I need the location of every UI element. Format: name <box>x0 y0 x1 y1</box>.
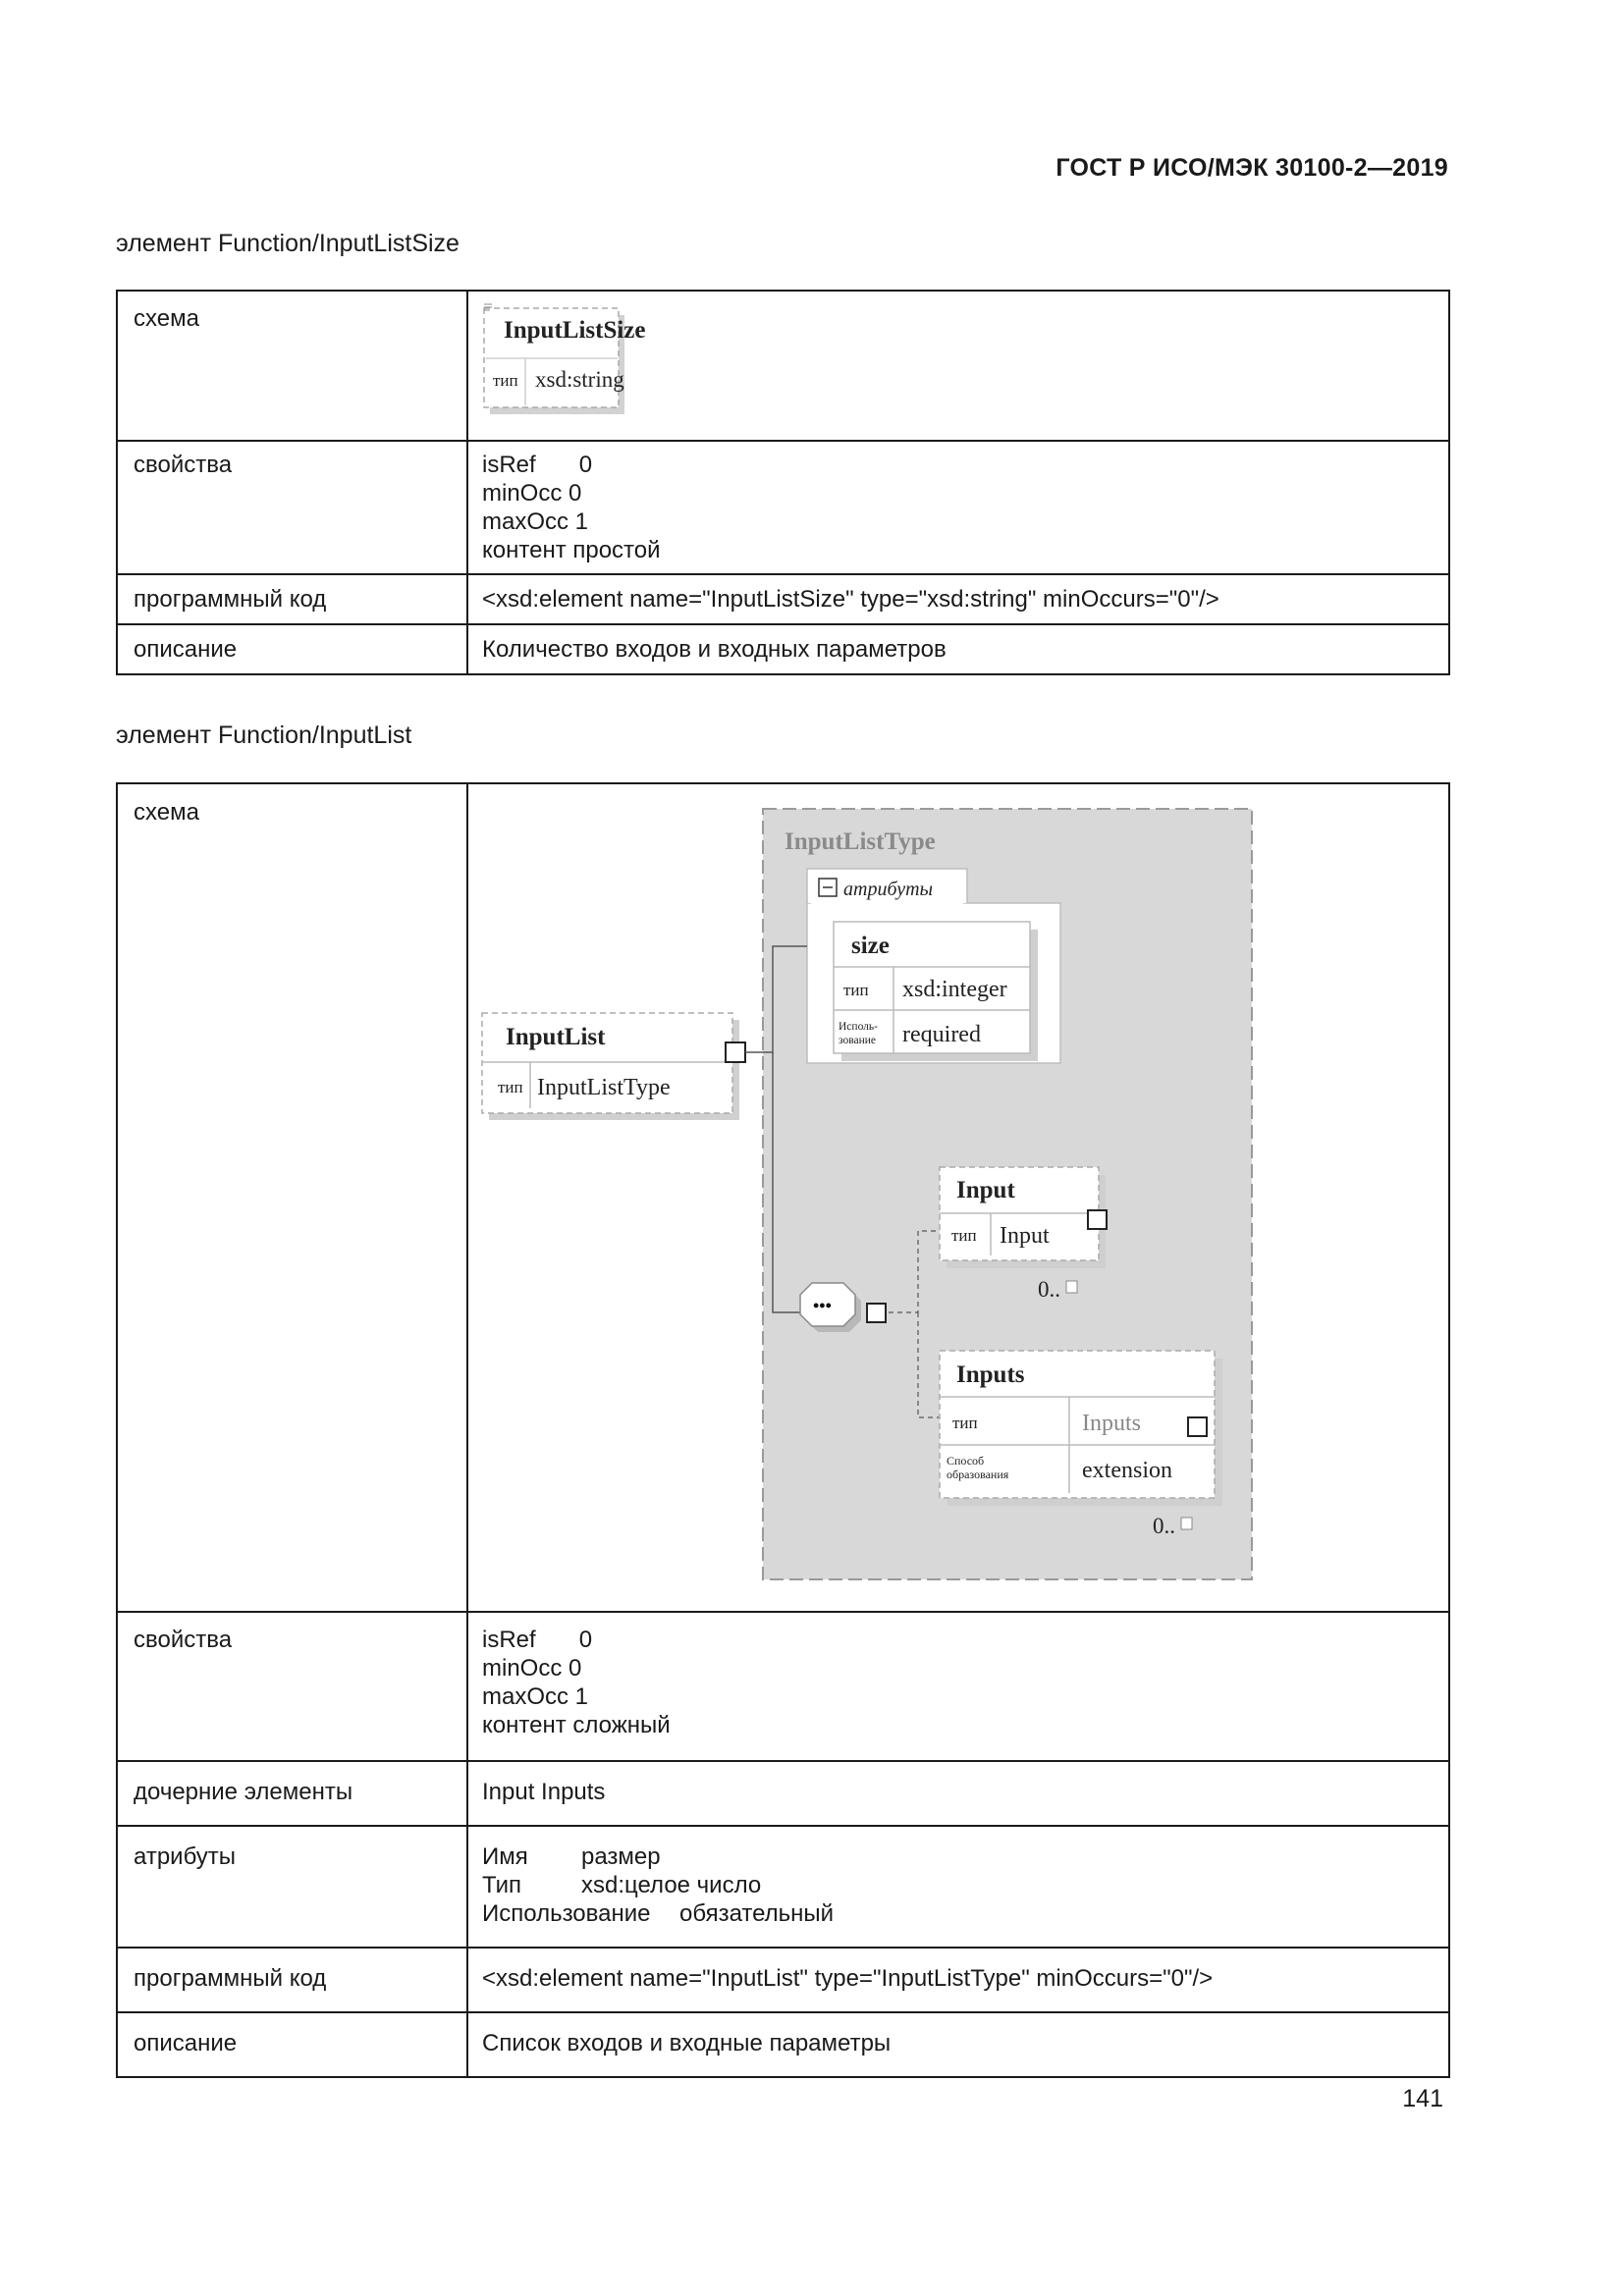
inputs-expand-icon[interactable] <box>1188 1417 1207 1436</box>
inputs-name: Inputs <box>956 1362 1025 1388</box>
inputlist-type-value: InputListType <box>537 1075 671 1100</box>
table1-row-properties <box>117 441 1449 574</box>
size-usage-label-2: зование <box>839 1035 877 1046</box>
inputlistsize-name: InputListSize <box>504 317 646 344</box>
input-name: Input <box>956 1177 1015 1203</box>
attr-usage-line <box>482 1899 1435 1928</box>
table1-row-schema <box>117 291 1449 441</box>
table2-properties <box>467 1612 1449 1761</box>
inputlist-type-label: тип <box>498 1078 523 1096</box>
input-occurs: 0.. <box>1038 1277 1060 1302</box>
attr-usage-value: обязательный <box>679 1900 835 1927</box>
input-expand-icon[interactable] <box>1088 1210 1107 1229</box>
inputlist-diagram <box>468 784 1480 1604</box>
size-type-label: тип <box>843 981 869 999</box>
table2-schema-cell <box>467 783 1449 1612</box>
table1-properties-label: свойства <box>117 441 467 574</box>
inputlistsize-diagram <box>468 292 1480 433</box>
table2-description-label: описание <box>117 2012 467 2077</box>
table1-properties <box>467 441 1449 574</box>
inputs-occurs-icon <box>1181 1518 1192 1529</box>
input-type-label: тип <box>951 1226 977 1245</box>
content-line: контент сложный <box>482 1712 671 1738</box>
inputs-derivation-value: extension <box>1082 1458 1172 1483</box>
table2-schema-label: схема <box>117 783 467 1612</box>
inputs-occurs: 0.. <box>1153 1514 1175 1538</box>
isref-line <box>482 1626 1435 1654</box>
table2-row-schema <box>117 783 1449 1612</box>
isref-key: isRef <box>482 452 536 478</box>
maxocc-line: maxOcc 1 <box>482 1683 589 1710</box>
table1-row-code <box>117 574 1449 624</box>
isref-value: 0 <box>578 452 593 478</box>
attr-name-key: Имя <box>482 1843 528 1870</box>
table1-code-label: программный код <box>117 574 467 624</box>
table2-code-label: программный код <box>117 1948 467 2012</box>
table2-row-attributes <box>117 1826 1449 1948</box>
minocc-line: minOcc 0 <box>482 480 582 507</box>
table2-code: <xsd:element name="InputList" type="InputListType" minOccurs="0"/> <box>467 1948 1449 2012</box>
table2-row-description <box>117 2012 1449 2077</box>
table2-caption: элемент Function/InputList <box>116 721 412 749</box>
isref-key: isRef <box>482 1627 536 1653</box>
inputlistsize-type-value: xsd:string <box>535 367 624 392</box>
table1 <box>116 290 1450 675</box>
table1-description-label: описание <box>117 624 467 674</box>
inputs-derivation-label-2: образования <box>947 1468 1009 1481</box>
page-number: 141 <box>1402 2085 1443 2112</box>
inputs-derivation-label-1: Способ <box>947 1454 985 1468</box>
table1-row-description <box>117 624 1449 674</box>
table2-row-children <box>117 1761 1449 1826</box>
attr-type-line <box>482 1871 1435 1899</box>
attr-usage-key: Использование <box>482 1900 651 1927</box>
maxocc-line: maxOcc 1 <box>482 508 589 535</box>
table2-children-label: дочерние элементы <box>117 1761 467 1826</box>
sequence-expand-icon[interactable] <box>867 1304 886 1322</box>
content-line: контент простой <box>482 537 661 563</box>
inputlistsize-type-label: тип <box>493 371 518 390</box>
table1-schema-cell <box>467 291 1449 441</box>
table1-caption: элемент Function/InputListSize <box>116 230 460 257</box>
table2-attributes <box>467 1826 1449 1948</box>
table2-row-properties <box>117 1612 1449 1761</box>
table2-description: Список входов и входные параметры <box>467 2012 1449 2077</box>
size-attr-name: size <box>851 933 890 959</box>
inputs-type-label: тип <box>952 1414 978 1432</box>
size-type-value: xsd:integer <box>902 977 1007 1002</box>
standard-header: ГОСТ Р ИСО/МЭК 30100-2—2019 <box>1056 154 1448 182</box>
minocc-line: minOcc 0 <box>482 1655 582 1682</box>
table2-properties-label: свойства <box>117 1612 467 1761</box>
table1-description: Количество входов и входных параметров <box>467 624 1449 674</box>
attr-name-value: размер <box>581 1843 661 1870</box>
input-type-value: Input <box>1000 1223 1050 1249</box>
attributes-tab-label: атрибуты <box>843 879 934 900</box>
attr-name-line <box>482 1842 1435 1871</box>
isref-value: 0 <box>578 1627 593 1653</box>
table2 <box>116 782 1450 2078</box>
isref-line <box>482 451 1435 479</box>
table2-attributes-label: атрибуты <box>117 1826 467 1948</box>
size-usage-value: required <box>902 1022 981 1047</box>
inputs-type-value: Inputs <box>1082 1411 1141 1436</box>
table1-code: <xsd:element name="InputListSize" type="xsd:string" minOccurs="0"/> <box>467 574 1449 624</box>
input-occurs-icon <box>1066 1281 1077 1293</box>
table1-schema-label: схема <box>117 291 467 441</box>
table2-row-code <box>117 1948 1449 2012</box>
inputlist-expand-icon[interactable] <box>726 1042 745 1062</box>
attr-type-key: Тип <box>482 1872 522 1898</box>
attr-type-value: xsd:целое число <box>581 1872 762 1898</box>
sequence-symbol: ••• <box>813 1296 832 1315</box>
table2-children: Input Inputs <box>467 1761 1449 1826</box>
inputlist-name: InputList <box>506 1024 606 1050</box>
size-usage-label-1: Исполь- <box>839 1021 878 1033</box>
inputlisttype-title: InputListType <box>785 828 936 855</box>
